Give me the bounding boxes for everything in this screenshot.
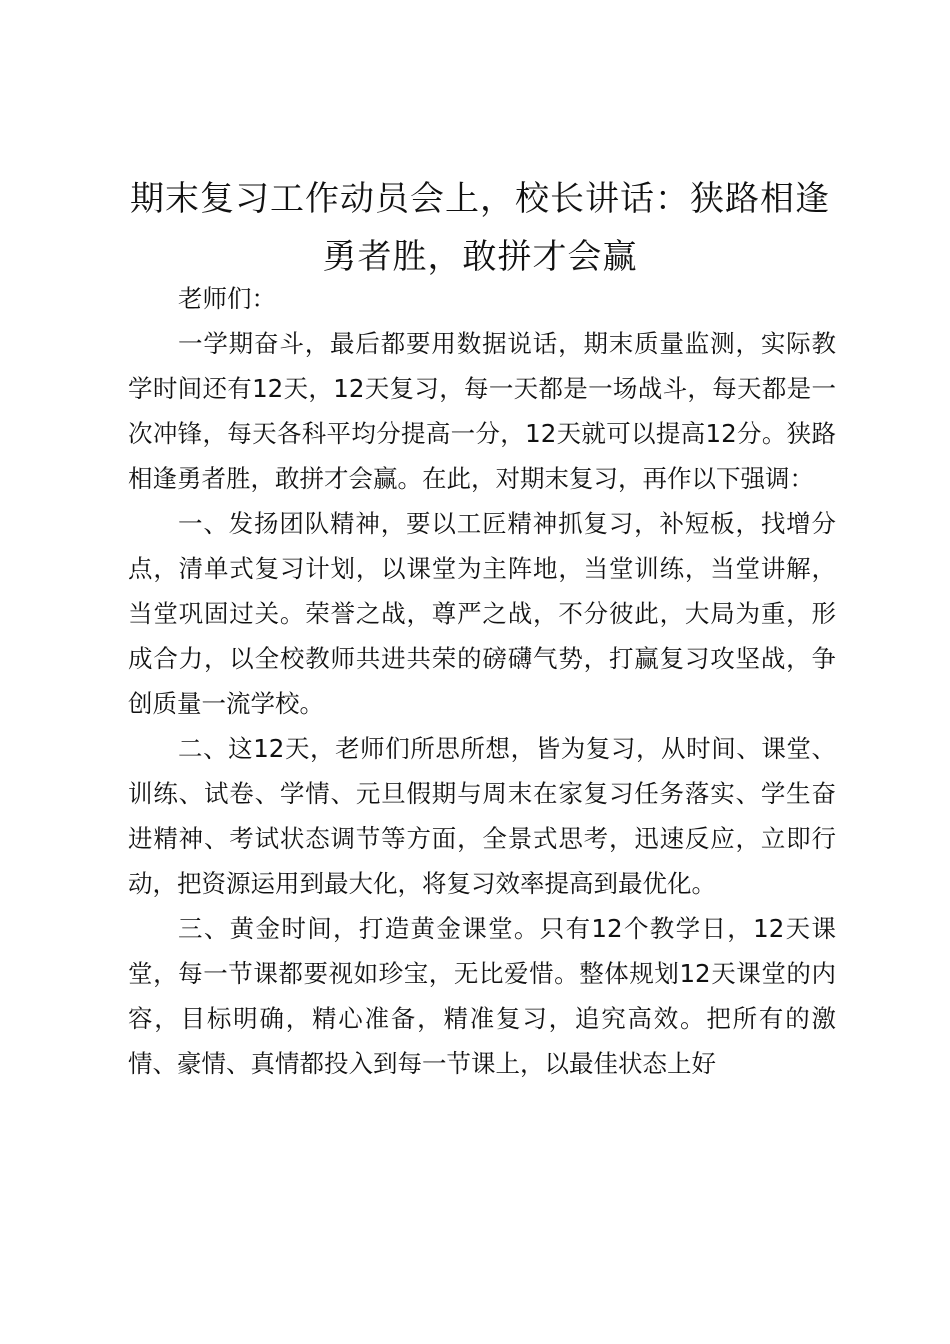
document-body <box>128 276 836 1086</box>
paragraph-point-three: 三、黄金时间，打造黄金课堂。只有12个教学日，12天课堂，每一节课都要视如珍宝，无比爱惜。整体规划12天课堂的内容，目标明确，精心准备，精准复习，追究高效。把所有的激情、豪情、真情都投入到每一节课上，以最佳状态上好 <box>128 914 836 1078</box>
paragraph-point-one: 一、发扬团队精神，要以工匠精神抓复习，补短板，找增分点，清单式复习计划，以课堂为主阵地，当堂训练，当堂讲解，当堂巩固过关。荣誉之战，尊严之战，不分彼此，大局为重，形成合力，以全校教师共进共荣的磅礴气势，打赢复习攻坚战，争创质量一流学校。 <box>128 509 836 718</box>
paragraph-intro: 一学期奋斗，最后都要用数据说话，期末质量监测，实际教学时间还有12天，12天复习，每一天都是一场战斗，每天都是一次冲锋，每天各科平均分提高一分，12天就可以提高12分。狭路相逢勇者胜，敢拼才会赢。在此，对期末复习，再作以下强调： <box>128 329 836 493</box>
document-title: 期末复习工作动员会上，校长讲话：狭路相逢勇者胜，敢拼才会赢 <box>130 179 830 277</box>
salutation: 老师们： <box>178 284 276 313</box>
paragraph-point-two: 二、这12天，老师们所思所想，皆为复习，从时间、课堂、训练、试卷、学情、元旦假期与周末在家复习任务落实、学生奋进精神、考试状态调节等方面，全景式思考，迅速反应，立即行动，把资源运用到最大化，将复习效率提高到最优化。 <box>128 734 836 898</box>
